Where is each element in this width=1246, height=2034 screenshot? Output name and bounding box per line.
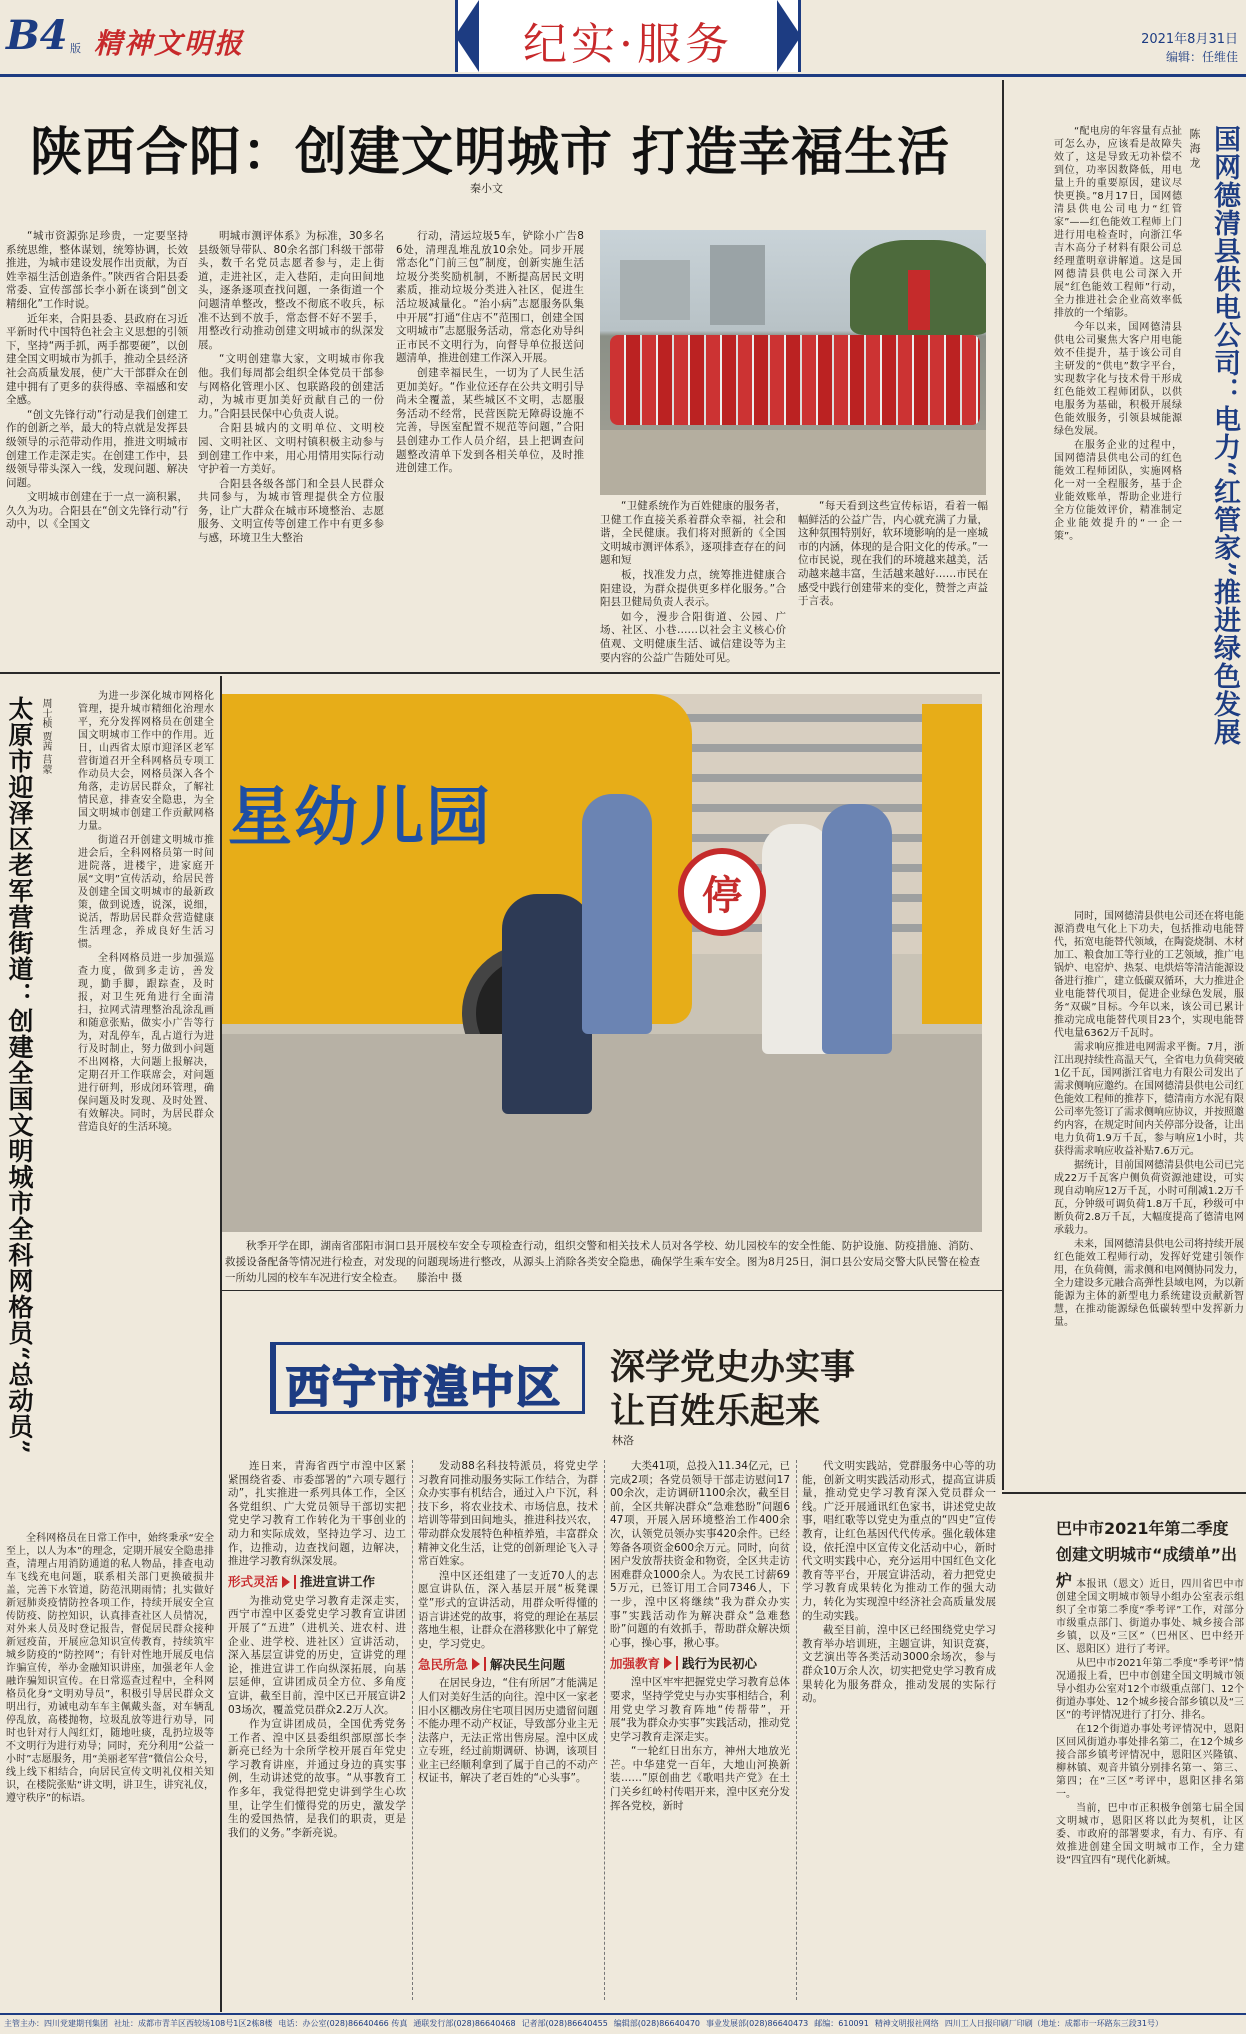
byline-huangzhong: 林洛	[612, 1434, 634, 1447]
arrow-icon	[282, 1576, 290, 1588]
headline-huangzhong-1: 深学党史办实事	[610, 1347, 856, 1388]
rule-below-photo	[222, 1290, 1002, 1291]
caption-text: 秋季开学在即，湖南省邵阳市洞口县开展校车安全专项检查行动，组织交警和相关技术人员对各学校、幼儿园校车的安全性能、防护设施、防疫措施、消防、救援设备配备等情况进行检查，对发现的问题现场进行整改，从源头上消除各类安全隐患，确保学生乘车安全。图为8月25日，洞口县公安局交警大队民警在检查一所幼儿园的校车车况进行安全检查。	[225, 1240, 980, 1284]
paragraph: 未来，国网德清县供电公司将持续开展红色能效工程师行动，发挥好党建引领作用，在负荷侧，需求侧和电网侧协同发力，全力建设多元融合高弹性县域电网，为以新能源为主体的新型电力系统建设贡献新智慧，在推动能源绿色低碳转型中发挥新力量。	[1054, 1239, 1244, 1328]
taiyuan-col-2	[6, 1532, 214, 2008]
headline-taiyuan: 太原市迎泽区老军营街道：创建全国文明城市全科网格员“总动员”	[5, 696, 34, 1455]
paragraph: 从巴中市2021年第二季度“季考评”情况通报上看，巴中市创建全国文明城市领导小组办公室对12个市级重点部门、12个街道办事处、12个城乡接合部乡镇以及“三区”的考评情况进行了打分、排名。	[1056, 1658, 1244, 1721]
arrow-icon	[664, 1657, 672, 1669]
paragraph: 街道召开创建文明城市推进会后，全科网格员第一时间进院落，进楼宇，进家庭开展“文明”宣传活动，给居民普及创建全国文明城市的最新政策，做到说透，说深，说细，说活，帮助居民群众营造健康生活理念，养成良好生活习惯。	[78, 835, 214, 950]
ground	[600, 430, 986, 495]
photo-volunteers	[600, 230, 986, 495]
issue-date: 2021年8月31日	[1141, 32, 1238, 47]
dash-divider	[604, 1460, 605, 2000]
paragraph: 为进一步深化城市网格化管理，提升城市精细化治理水平，充分发挥网格员在创建全国文明城市工作中的作用。近日，山西省太原市迎泽区老军营街道召开全科网格员专项工作动员大会，网格员深入各个角落，走访居民群众，了解社情民意，排查安全隐患，为全国文明城市创建工作贡献网格力量。	[78, 691, 214, 832]
paragraph: 据统计，目前国网德清县供电公司已完成22万千瓦客户侧负荷资源池建设，可实现自动响应12万千瓦，小时可削减1.2万千瓦，分钟级可调负荷1.8万千瓦，秒级可中断负荷2.8万千瓦，大幅度提高了德清电网承载力。	[1054, 1160, 1244, 1236]
bus-lettering: 星幼儿园	[228, 780, 492, 855]
paragraph: 需求响应推进电网需求平衡。7月，浙江出现持续性高温天气，全省电力负荷突破1亿千瓦，国网浙江省电力有限公司发出了需求侧响应邀约。在国网德清县供电公司红色能效工程师的推荐下，德清南方水泥有限公司率先签订了需求侧响应协议，并按照邀约内容，在规定时间内关停部分设备，让出电力负荷1.9万千瓦，参与响应1小时，共获得需求响应收益补贴7.6万元。	[1054, 1042, 1244, 1157]
subhead-jimin	[418, 1657, 598, 1671]
footer-item: 邮编：610091	[814, 2019, 869, 2028]
footer-item: 通联发行部(028)86640468	[413, 2019, 516, 2028]
paragraph: 近年来，合阳县委、县政府在习近平新时代中国特色社会主义思想的引领下，坚持“两手抓，两手都要硬”，以创建全国文明城市为抓手，推动全县经济社会高质量发展，使广大干部群众在创建中拥有了更多的获得感、幸福感和安全感。	[6, 312, 188, 407]
paragraph: 大类41项，总投入11.34亿元，已完成2项；各党员领导干部走访慰问1700余次，走访调研1100余次，截至目前，全区共解决群众“急难愁盼”问题647项，开展入居环境整治工作400余次，认领党员领办实事420余件。已经筹备各项资金600余万元。同时，向贫困户发放帮扶资金和物资，全区共走访困难群众1000余人。为农民工讨薪695万元，已签订用工合同7346人，下一步，湟中区将继续“我为群众办实事”实践活动作为解决群众“急难愁盼”问题的有效抓手，帮助群众解决烦心事，操心事，揪心事。	[610, 1460, 790, 1649]
paragraph: “卫健系统作为百姓健康的服务者，卫健工作直接关系着群众幸福，社会和谐，全民健康。我们将对照新的《全国文明城市测评体系》，逐项排查存在的问题和短	[600, 500, 786, 567]
huangzhong-col-2	[418, 1460, 598, 2000]
footer-item: 电话：办公室(028)86640466 传真	[278, 2019, 408, 2028]
section-title: 纪实·服务	[523, 19, 733, 70]
emblem-frame	[270, 1342, 585, 1414]
deqing-col-1	[1054, 125, 1182, 910]
masthead	[0, 0, 1246, 80]
byline-heyang: 秦小文	[470, 182, 503, 195]
paragraph: 为推动党史学习教育走深走实，西宁市湟中区委党史学习教育宣讲团开展了“五进”（进机关、进农村、进企业、进学校、进社区）宣讲活动，深入基层宣讲党的历史，宣讲党的理论，推进宣讲工作向纵深拓展，向基层延伸，宣讲团成员全方位、多角度宣讲，截至目前，湟中区已开展宣讲203场次，覆盖党员群众2.2万人次。	[228, 1594, 406, 1716]
paragraph: “一轮红日出东方，神州大地放光芒。中华建党一百年，大地山河换新装……”原创曲艺《歌唱共产党》在土门关乡红岭村传唱开来，湟中区充分发挥各党校，新时	[610, 1745, 790, 1812]
photo-caption	[225, 1238, 980, 1286]
emblem-text: 西宁市湟中区	[286, 1362, 562, 1413]
masthead-rule	[0, 74, 1246, 77]
footer-item: 精神文明报社网络	[874, 2019, 939, 2028]
subhead-jiaoyu	[610, 1656, 790, 1670]
subhead-text: 解决民生问题	[490, 1656, 566, 1672]
footer-rule	[0, 2013, 1246, 2015]
rule-below-deqing	[1002, 1492, 1246, 1494]
second-bus	[922, 704, 982, 1024]
footer-item: 社址：成都市青羊区西较场108号1区2栋8楼	[114, 2019, 273, 2028]
footer-item: 主管主办：四川党建期刊集团	[4, 2019, 108, 2028]
dash-divider	[796, 1460, 797, 2000]
police-officer	[822, 804, 892, 1054]
paragraph: 在服务企业的过程中，国网德清县供电公司的红色能效工程师团队，实施网格化一对一全程服务，基于企业能效账单，帮助企业进行全方位能效评价，精准制定企业能效提升的“一企一策”。	[1054, 440, 1182, 542]
footer	[4, 2017, 1244, 2033]
paragraph: 连日来，青海省西宁市湟中区紧紧围绕省委、市委部署的“六项专题行动”，扎实推进一系列具体工作，全区各党组织、广大党员领导干部切实把党史学习教育工作转化为干事创业的动力和实际成效，坚持边学习、边工作，边推动，边查找问题，边解决，推进学习教育纵深发展。	[228, 1460, 406, 1568]
huangzhong-col-1	[228, 1460, 406, 2000]
volunteer-group	[610, 335, 980, 425]
paragraph: 在居民身边，“住有所居”才能满足人们对美好生活的向往。湟中区一家老旧小区棚改房住宅项目因历史遗留问题不能办理不动产权证，导致部分业主无法落户，无法正常出售房屋。湟中区成立专班，经过前期调研、协调，该项目业主已经顺利拿到了属于自己的不动产权证书，解决了老百姓的“心头事”。	[418, 1677, 598, 1785]
footer-item: 事业发展部(028)86640473	[706, 2019, 809, 2028]
headline-heyang: 陕西合阳：创建文明城市 打造幸福生活	[30, 122, 951, 183]
editor-credit: 编辑：任维佳	[1165, 50, 1238, 64]
paragraph: 行动，清运垃圾5车，铲除小广告86处，清理乱堆乱放10余处。同步开展常态化“门前三包”制度，创新实施生活垃圾分类奖励机制，不断提高居民文明素质，推动垃圾分类进入社区，促进生活垃圾减量化。“治小病”志愿服务队集中开展“打通“住店不”范围口，创建全国文明城市”志愿服务活动，常态化劝导纠正市民不文明行为，向督导单位报送问题清单，推进创建工作深入开展。	[396, 230, 584, 365]
paragraph: 发动88名科技特派员，将党史学习教育同推动服务实际工作结合，为群众办实事有机结合，通过入户下沉，科技下乡，将农业技术、市场信息，技术培训等带到田间地头，推进科技兴农，带动群众发展特色种植养殖，丰富群众精神文化生活，让党的创新理论飞入寻常百姓家。	[418, 1460, 598, 1568]
paragraph: 全科网格员进一步加强巡查力度，做到多走访，善发现，勤手脚，跟踪查，及时报，对卫生死角进行全面清扫，拉网式清理整治乱涂乱画和随意张贴，做实小广告等行为，对乱停车，乱占道行为进行及时制止，努力做到小问题不出网格，大问题上报解决，定期召开工作联席会，对问题进行研判，形成闭环管理，确保问题及时发现、及时处置、有效解决。同时，为居民群众营造良好的生活环境。	[78, 953, 214, 1133]
paragraph: 明城市测评体系》为标准，30多名县级领导带队、80余名部门科级干部带头，数千名党员志愿者参与，走上街道，走进社区，走入巷陌，走向田间地头，逐条逐项查找问题，一条街道一个问题清单整改，整改不彻底不收兵，标准不达到不放手，常态督不好不罢手，用整改行动推动创建文明城市的纵深发展。	[198, 230, 384, 351]
paragraph: 截至目前，湟中区已经围绕党史学习教育举办培训班，主题宣讲，知识竞赛，文艺演出等各类活动3000余场次，参与群众10万余人次，切实把党史学习教育成果转化为服务群众，推动发展的实际行动。	[802, 1624, 996, 1705]
paragraph: 湟中区牢牢把握党史学习教育总体要求，坚持学党史与办实事相结合，利用党史学习教育阵地“传帮带”，开展“我为群众办实事”实践活动，推动党史学习教育走深走实。	[610, 1676, 790, 1743]
stop-sign-icon	[678, 848, 766, 936]
paragraph: 创建幸福民生，一切为了人民生活更加美好。“作业位还存在公共文明引导尚未全覆盖，某些城区不文明，志愿服务活动不经常，民营医院无障碍设施不完善，导医室配置不规范等问题，”合阳县创建办工作人员介绍，县上把调查问题整改清单下发到各相关单位，及时推进创建工作。	[396, 366, 584, 475]
rule-below-heyang	[0, 672, 1000, 674]
paragraph: 全科网格员在日常工作中，始终秉承“安全至上，以人为本”的理念，定期开展安全隐患排查，清理占用消防通道的私人物品，排查电动车飞线充电问题，联系相关部门更换破损井盖，完善下水管道，防范汛期雨情；扎实做好新冠肺炎疫情防控各项工作，持续开展安全宣传防疫、防控知识，认真排查社区人员情况，对外来人员及时登记报告，督促居民群众接种新冠疫苗，开展应急知识宣传教育，持续筑牢城乡防疫的“防控网”；有针对性地开展反电信诈骗宣传，举办金融知识讲座，加强老年人金融诈骗知识宣传。在日常巡查过程中，全科网格员化身“文明劝导员”，积极引导居民群众文明出行，劝诫电动车车主佩戴头盔，对车辆乱停乱放，高楼抛物，垃圾乱放等进行劝导，同时也针对行人闯红灯，随地吐痰，乱扔垃圾等不文明行为进行劝导；同时，充分利用“公益一小时”志愿服务，用“美丽老军营”微信公众号，线上线下相结合，向居民宣传文明礼仪相关知识，在楼院张贴“讲文明，讲卫生，讲究礼仪，遵守秩序”的标语。	[6, 1533, 214, 1804]
taiyuan-col-1	[78, 690, 214, 1526]
heyang-col-2	[198, 230, 384, 738]
paragraph: “每天看到这些宣传标语，看着一幅幅鲜活的公益广告，内心就充满了力量，这种氛围特别好，软环境影响的是一座城市的内涵，体现的是合阳文化的传承。”一位市民说，现在我们的环境越来越美，活动越来越丰富，生活越来越好……市民在感受中践行创建带来的变化，赞誉之声益于言表。	[798, 500, 988, 608]
article-taiyuan	[0, 676, 220, 2012]
heyang-col-1	[6, 230, 188, 738]
paragraph: 合阳县城内的文明单位、文明校园、文明社区、文明村镇积极主动参与到创建工作中来，用心用情用实际行动守护着一方美好。	[198, 422, 384, 476]
footer-item: 编辑部(028)86640470	[613, 2019, 701, 2028]
footer-item: 四川工人日报印刷厂印刷（地址：成都市一环路东三段31号）	[944, 2019, 1163, 2028]
subhead-text: 推进宣讲工作	[300, 1573, 376, 1589]
paragraph: 在12个街道办事处考评情况中，恩阳区回风街道办事处排名第二，在12个城乡接合部乡镇考评情况中，恩阳区兴隆镇、柳林镇、观音井镇分别排名第一、第三、第四；在“三区”考评中，恩阳区排名第一。	[1056, 1724, 1244, 1800]
headline-deqing: 国网德清县供电公司：电力“红管家”推进绿色发展	[1209, 125, 1240, 747]
huangzhong-col-4	[802, 1460, 996, 2000]
article-heyang	[0, 80, 1000, 670]
subhead-label: 加强教育	[610, 1655, 661, 1671]
paragraph: 当前，巴中市正积极争创第七届全国文明城市，恩阳区将以此为契机，让区委、市政府的部署要求，有力、有序、有效推进创建全国文明城市工作，全力建设“四宜四有”现代化新城。	[1056, 1803, 1244, 1866]
photo-credit: 滕治中 摄	[416, 1272, 463, 1284]
section-banner	[455, 0, 801, 72]
paragraph: 湟中区还组建了一支近70人的志愿宣讲队伍，深入基层开展“板凳课堂”形式的宣讲活动，用群众听得懂的语言讲述党的故事，将党的理论在基层落地生根，让群众在潜移默化中了解党史，学习党史。	[418, 1569, 598, 1650]
huangzhong-col-3	[610, 1460, 790, 2000]
subhead-xingshi	[228, 1575, 406, 1589]
flag-icon	[908, 270, 930, 330]
heyang-col-3	[396, 230, 584, 738]
paragraph: 本报讯（恩文）近日，四川省巴中市创建全国文明城市领导小组办公室表示组织了全市第二季度“季考评”工作，对部分市级重点部门、街道办事处、城乡接合部乡镇，以及“三区”（巴州区、巴中经开区、恩阳区）进行了考评。	[1056, 1579, 1244, 1655]
subhead-label: 形式灵活	[228, 1573, 279, 1589]
paragraph: 同时，国网德清县供电公司还在将电能源消费电气化上下功夫，包括推动电能替代，拓宽电能替代领域，在陶瓷烧制、木材加工、粮食加工等行业的工艺领域，推广电锅炉、电窑炉、热泵、电烘焙等清洁能源设备进行推广，建立低碳双循环，大力推进企业电能替代项目，促进企业绿色发展，服务“双碳”目标。今年以来，该公司已累计推动完成电能替代项目23个，实现电能替代电量6362万千瓦时。	[1054, 911, 1244, 1039]
building-icon	[710, 245, 765, 325]
headline-bazhong: 巴中市2021年第二季度创建文明城市“成绩单”出炉	[1056, 1519, 1238, 1590]
paragraph: 今年以来，国网德清县供电公司聚焦大客户用电能效不佳提升，基于该公司自主研发的“供电”数字平台，实现数字化与技术骨干形成红色能效工程师团队，以供电服务为基础，积极开展绿色能效服务，引领县城能源绿色发展。	[1054, 322, 1182, 437]
byline-taiyuan: 周士桢 贾茜 莒蒙	[40, 698, 51, 775]
article-deqing	[1004, 80, 1246, 1490]
article-huangzhong	[222, 1292, 1002, 2012]
article-bazhong	[1004, 1500, 1246, 2010]
footer-item: 记者部(028)86640455	[521, 2019, 608, 2028]
police-officer	[502, 894, 592, 1114]
divider-bar	[294, 1575, 296, 1589]
dash-divider	[412, 1460, 413, 2000]
ground	[222, 1034, 982, 1232]
subhead-label: 急民所急	[418, 1656, 469, 1672]
photo-bus-inspection	[222, 694, 982, 1232]
arrow-icon	[472, 1658, 480, 1670]
paragraph: 作为宣讲团成员，全国优秀党务工作者、湟中区县委组织部原部长李新亮已经为十余所学校开展百年党史学习教育讲座，并通过身边的真实事例，生动讲述党的故事。“从事教育工作多年，我觉得把党史讲到学生心坎里，让学生们懂得党的历史，激发学生的爱国热情，是我们的职责，更是我们的义务。”李新亮说。	[228, 1718, 406, 1839]
paragraph: 合阳县各级各部门和全县人民群众共同参与，为城市管理提供全方位服务，让广大群众在城市环境整治、志愿服务、文明宣传等创建工作中有更多参与感，环境卫生大整治	[198, 477, 384, 545]
divider-bar	[676, 1656, 678, 1670]
bazhong-col	[1056, 1578, 1244, 2003]
subhead-text: 践行为民初心	[682, 1655, 758, 1671]
paragraph: 如今，漫步合阳街道、公园、广场、社区、小巷……以社会主义核心价值观、文明健康生活、诚信建设等为主要内容的公益广告随处可见。	[600, 610, 786, 664]
page-number: B4	[6, 12, 68, 59]
divider-bar	[484, 1657, 486, 1671]
paragraph: 板，找准发力点，统筹推进健康合阳建设，为群众提供更多样化服务。”合阳县卫健局负责人表示。	[600, 568, 786, 609]
deqing-col-2	[1054, 910, 1244, 1560]
headline-huangzhong-2: 让百姓乐起来	[610, 1391, 821, 1432]
paragraph: “创文先锋行动”行动是我们创建工作的创新之举，最大的特点就是发挥县级领导的示范带动作用，推进文明城市创建工作走深走实。在创建工作中，县级领导带头深入一线，发现问题、解决问题。	[6, 408, 188, 489]
paragraph: “配电房的年容量有点扯可怎么办，应该看是故障失效了，这是导致无功补偿不到位，功率因数降低，用电量上升的重要原因，建议尽快更换。”8月17日，国网德清县供电公司电力“红管家”——红色能效工程师上门进行用电检查时，向浙江华吉木高分子材料有限公司总经理董明章讲解道。这是国网德清县供电公司深入开展“红色能效工程师”行动，全力推进社会企业高效率低排放的一个缩影。	[1054, 126, 1182, 319]
paragraph: 代文明实践站，党群服务中心等的功能，创新文明实践活动形式，提高宣讲质量，推动党史学习教育深入党员群众一线。广泛开展通讯红色家书，讲述党史故事，唱红歌等以党史为重点的“四史”宣传教育，让红色基因代代传承。强化载体建设，依托湟中区宣传文化活动中心，新时代文明实践中心，充分运用中国红色文化教育等平台，开展宣讲活动，着力把党史学习教育成果转化为推动工作的强大动力，转化为实现湟中经济社会高质量发展的生动实践。	[802, 1460, 996, 1622]
building-icon	[620, 260, 690, 320]
stop-sign-text: 停	[702, 871, 742, 919]
page-suffix: 版	[70, 42, 81, 55]
paragraph: 文明城市创建在于一点一滴积累，久久为功。合阳县在“创文先锋行动”行动中，以《全国文	[6, 491, 188, 531]
police-officer	[582, 794, 652, 1034]
byline-deqing: 陈 海 龙	[1188, 128, 1201, 168]
paper-name-logo: 精神文明报	[94, 27, 245, 60]
paragraph: “城市资源弥足珍贵，一定要坚持系统思维，整体谋划，统筹协调，长效推进，为城市建设发展作出贡献，为百姓幸福生活创造条件。”陕西省合阳县委常委、宣传部部长李小新在谈到“创文精细化”工作时说。	[6, 230, 188, 310]
rule-left-of-deqing	[1002, 80, 1004, 1490]
paragraph: “文明创建靠大家，文明城市你我他。我们每周都会组织全体党员干部参与网格化管理小区、包联路段的创建活动，为城市更加美好贡献自己的一份力。”合阳县民保中心负责人说。	[198, 353, 384, 420]
